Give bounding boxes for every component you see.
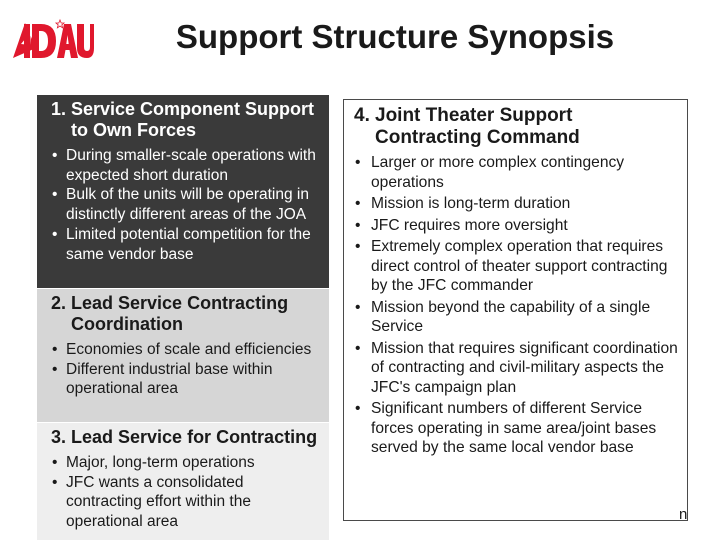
bullet-item: • Limited potential competition for the same vendor base (51, 225, 321, 264)
support-option-2 (37, 289, 329, 422)
option-bullets (51, 146, 321, 264)
option-bullets (354, 153, 679, 458)
option-bullets (51, 453, 321, 532)
bullet-item: • Mission is long-term duration (354, 194, 679, 214)
bullet-item: • Economies of scale and efficiencies (51, 340, 321, 360)
bullet-item: • Different industrial base within operational area (51, 360, 321, 399)
clipped-edge-text: n (679, 506, 688, 523)
support-option-3 (37, 423, 329, 540)
dau-logo-mark (10, 18, 94, 60)
option-title: Service Component Support to Own Forces (71, 99, 315, 140)
bullet-item: • Major, long-term operations (51, 453, 321, 473)
page-title: Support Structure Synopsis (175, 18, 615, 55)
bullet-item: • Significant numbers of different Service forces operating in same area/joint bases served by the same local vendor base (354, 399, 679, 458)
bullet-item: • Extremely complex operation that requires direct control of theater support contracting by the JFC commander (354, 237, 679, 296)
option-number: 3. (51, 427, 67, 447)
support-option-4 (343, 99, 688, 521)
bullet-item: • Mission that requires significant coordination of contracting and civil-military aspects the JFC's campaign plan (354, 339, 679, 398)
option-title: Joint Theater Support Contracting Command (375, 105, 580, 148)
bullet-item: • JFC requires more oversight (354, 216, 679, 236)
bullet-item: • Bulk of the units will be operating in distinctly different areas of the JOA (51, 185, 321, 224)
option-heading (51, 427, 321, 448)
option-heading (51, 293, 321, 335)
option-number: 4. (354, 105, 370, 126)
option-heading (51, 99, 321, 141)
option-heading (354, 105, 679, 149)
bullet-item: • During smaller-scale operations with expected short duration (51, 146, 321, 185)
bullet-item: • Larger or more complex contingency operations (354, 153, 679, 192)
option-title: Lead Service for Contracting (71, 427, 318, 447)
option-bullets (51, 340, 321, 399)
bullet-item: • JFC wants a consolidated contracting effort within the operational area (51, 473, 321, 532)
option-title: Lead Service Contracting Coordination (71, 293, 289, 334)
support-option-1 (37, 95, 329, 288)
option-number: 1. (51, 99, 67, 119)
bullet-item: • Mission beyond the capability of a single Service (354, 298, 679, 337)
option-number: 2. (51, 293, 67, 313)
dau-logo (10, 18, 94, 60)
